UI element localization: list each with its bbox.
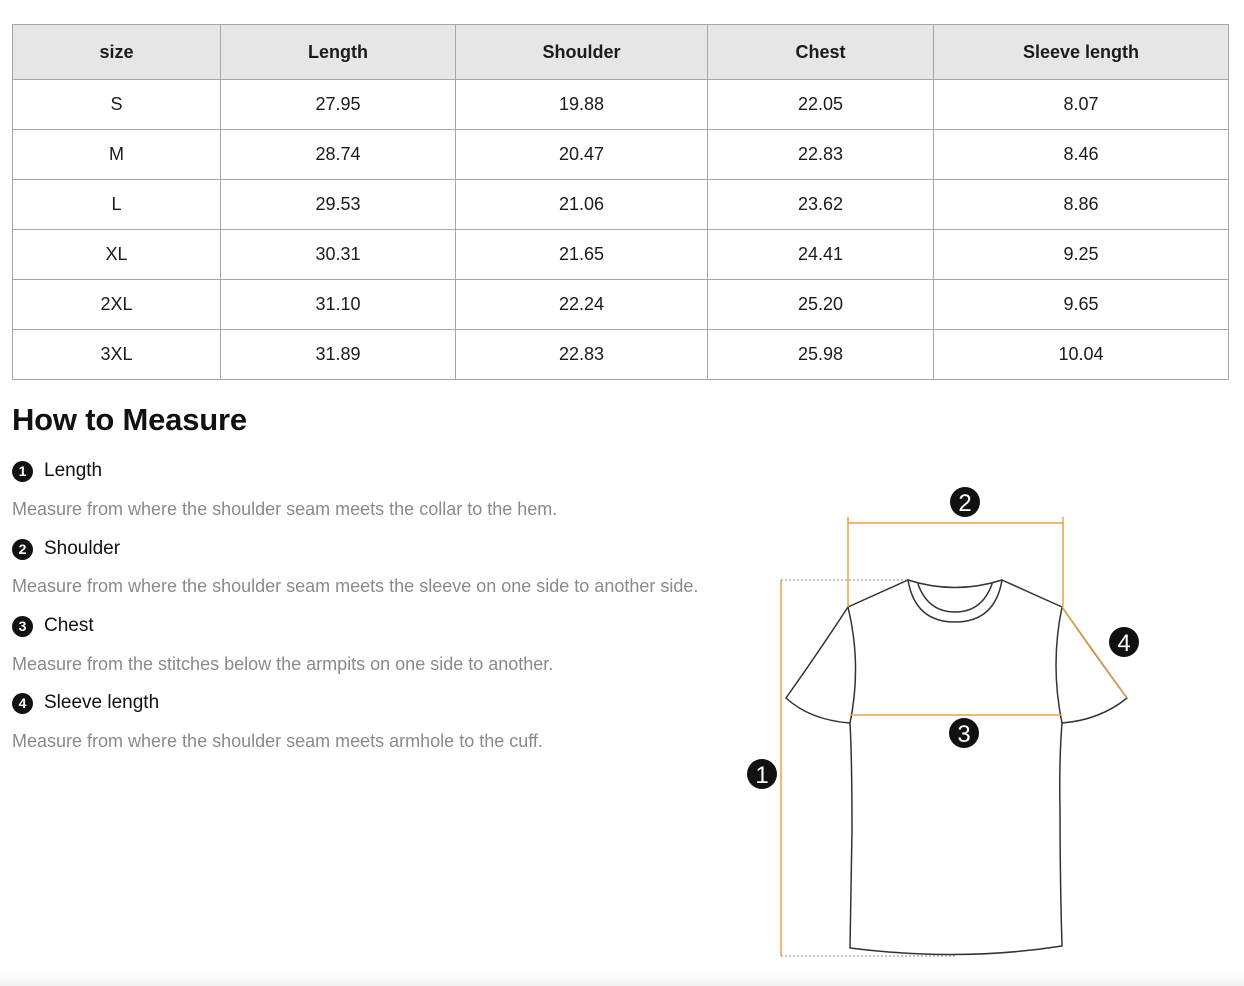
header-chest: Chest [708,25,934,80]
step-number-badge: 4 [12,693,33,714]
step-sleeve-length [12,692,159,714]
cell-shoulder: 22.83 [456,330,708,380]
step-length [12,460,102,482]
cell-length: 27.95 [221,80,456,130]
step-number-badge: 3 [12,616,33,637]
step-label: Sleeve length [44,692,160,713]
step-label: Chest [44,615,94,636]
svg-text:2: 2 [958,490,972,517]
tshirt-diagram [740,480,1160,970]
cell-sleeve-length: 8.07 [934,80,1229,130]
callout-shoulder-icon [950,487,980,517]
header-size: size [13,25,221,80]
step-description: Measure from where the shoulder seam meets the sleeve on one side to another side. [12,576,699,596]
step-label: Length [44,460,103,481]
header-sleeve-length: Sleeve length [934,25,1229,80]
cell-size: XL [13,230,221,280]
cell-sleeve-length: 9.65 [934,280,1229,330]
cell-sleeve-length: 8.86 [934,180,1229,230]
table-row [13,80,1229,130]
cell-size: 2XL [13,280,221,330]
cell-shoulder: 20.47 [456,130,708,180]
header-length: Length [221,25,456,80]
cell-length: 29.53 [221,180,456,230]
table-row [13,130,1229,180]
table-row [13,280,1229,330]
cell-length: 30.31 [221,230,456,280]
step-description: Measure from where the shoulder seam meets armhole to the cuff. [12,731,543,751]
table-row [13,230,1229,280]
callout-sleeve-length-icon [1109,627,1139,657]
table-row [13,180,1229,230]
cell-shoulder: 21.65 [456,230,708,280]
cell-chest: 24.41 [708,230,934,280]
cell-sleeve-length: 8.46 [934,130,1229,180]
svg-text:4: 4 [1117,630,1131,657]
table-header-row [13,25,1229,80]
cell-length: 31.89 [221,330,456,380]
cell-length: 28.74 [221,130,456,180]
callout-length-icon [747,759,777,789]
cell-sleeve-length: 9.25 [934,230,1229,280]
callout-chest-icon [949,718,979,748]
svg-text:3: 3 [957,721,971,748]
bottom-fade [0,972,1244,986]
cell-shoulder: 19.88 [456,80,708,130]
tshirt-outline [786,580,1127,955]
cell-sleeve-length: 10.04 [934,330,1229,380]
step-number-badge: 2 [12,539,33,560]
cell-size: M [13,130,221,180]
cell-shoulder: 22.24 [456,280,708,330]
cell-chest: 23.62 [708,180,934,230]
size-table [12,24,1229,380]
cell-chest: 22.83 [708,130,934,180]
cell-size: 3XL [13,330,221,380]
cell-length: 31.10 [221,280,456,330]
how-to-measure-title: How to Measure [12,402,247,437]
cell-size: S [13,80,221,130]
table-row [13,330,1229,380]
cell-size: L [13,180,221,230]
cell-chest: 25.20 [708,280,934,330]
step-shoulder [12,538,120,560]
step-number-badge: 1 [12,461,33,482]
step-description: Measure from where the shoulder seam meets the collar to the hem. [12,499,558,519]
cell-shoulder: 21.06 [456,180,708,230]
cell-chest: 22.05 [708,80,934,130]
step-description: Measure from the stitches below the armpits on one side to another. [12,654,554,674]
cell-chest: 25.98 [708,330,934,380]
header-shoulder: Shoulder [456,25,708,80]
step-label: Shoulder [44,538,121,559]
step-chest [12,615,94,637]
svg-text:1: 1 [755,762,769,789]
